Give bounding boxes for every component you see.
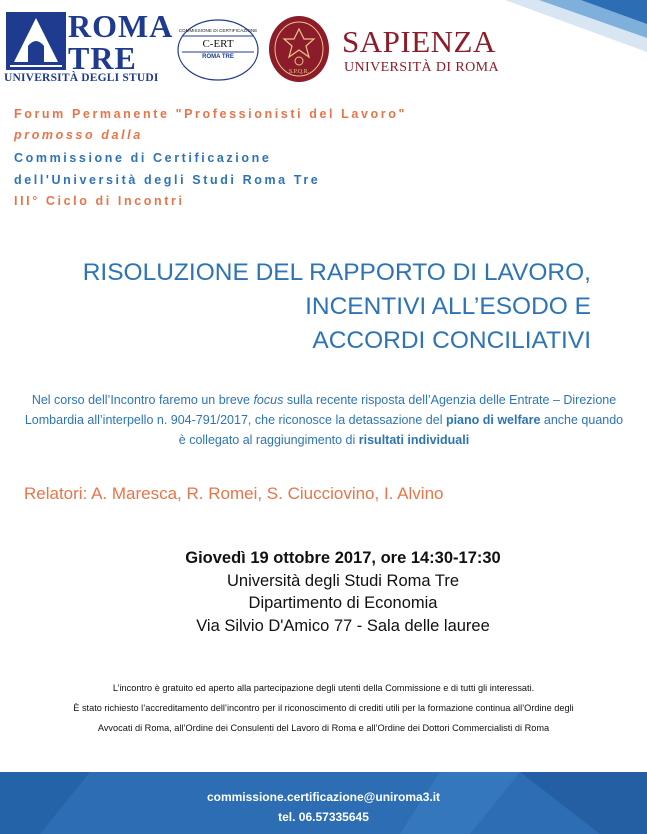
contact-email[interactable]: commissione.certificazione@uniroma3.it (206, 790, 441, 804)
roma-tre-university: UNIVERSITÀ DEGLI STUDI (4, 72, 159, 84)
focus-text-2: sulla recente risposta dell’Agenzia delle Entrate – Direzione Lombardia all’interpello n. 904-791/2017, che riconosce la detassazione del (24, 393, 617, 427)
sapienza-seal-icon (268, 15, 330, 83)
roma-tre-word-roma: ROMA (68, 8, 174, 44)
footer-contacts (0, 787, 647, 827)
forum-title: Forum Permanente "Professionisti del Lavoro" (14, 107, 407, 121)
note-accreditation-2: Avvocati di Roma, all’Ordine dei Consulenti del Lavoro di Roma e all’Ordine dei Dottori Commercialisti di Roma (97, 723, 550, 733)
seal-motto: S.P.Q.R. (288, 69, 310, 75)
venue-university: Università degli Studi Roma Tre (226, 571, 459, 590)
university-name: dell'Università degli Studi Roma Tre (14, 173, 321, 187)
note-free: L’incontro è gratuito ed aperto alla partecipazione degli utenti della Commissione e di tutti gli interessati. (112, 683, 535, 693)
contact-phone: tel. 06.57335645 (278, 810, 369, 824)
focus-text-3: anche quando è collegato al raggiungimento di (178, 413, 624, 447)
roma-tre-arch-icon (6, 12, 66, 70)
speakers: Relatori: A. Maresca, R. Romei, S. Ciucciovino, I. Alvino (24, 484, 444, 503)
notes (14, 678, 633, 738)
sapienza-subtitle: UNIVERSITÀ DI ROMA (344, 60, 499, 75)
focus-results: risultati individuali (358, 433, 470, 447)
focus-word: focus (253, 393, 284, 407)
cert-logo-sub: ROMA TRE (202, 54, 234, 60)
event-title-line-1: RISOLUZIONE DEL RAPPORTO DI LAVORO, (82, 259, 591, 286)
promoted-by: promosso dalla (14, 128, 143, 142)
roma-tre-word-tre: TRE (68, 40, 137, 76)
event-title-line-3: ACCORDI CONCILIATIVI (312, 327, 591, 354)
event-info (118, 547, 568, 637)
focus-paragraph (22, 390, 626, 450)
note-accreditation-1: È stato richiesto l’accreditamento dell’incontro per il riconoscimento di crediti utili per la formazione continua all’Ordine degli (73, 703, 574, 713)
roma-tre-logo (4, 6, 174, 86)
sapienza-name: SAPIENZA (342, 24, 496, 59)
venue-address: Via Silvio D'Amico 77 - Sala delle lauree (196, 616, 490, 635)
cert-logo-name: C-ERT (202, 38, 234, 50)
focus-welfare: piano di welfare (445, 413, 541, 427)
venue-department: Dipartimento di Economia (248, 594, 438, 612)
focus-text-1: Nel corso dell’Incontro faremo un breve (31, 393, 254, 407)
corner-decoration (477, 0, 647, 60)
event-title (51, 256, 591, 358)
cert-logo (176, 18, 260, 82)
event-date: Giovedì 19 ottobre 2017, ore 14:30-17:30 (185, 549, 501, 567)
commission-name: Commissione di Certificazione (14, 151, 272, 165)
event-title-line-2: INCENTIVI ALL’ESODO E (305, 293, 591, 320)
cycle-label: III° Ciclo di Incontri (14, 194, 185, 208)
cert-logo-caption: COMMISSIONE DI CERTIFICAZIONE (178, 28, 258, 33)
